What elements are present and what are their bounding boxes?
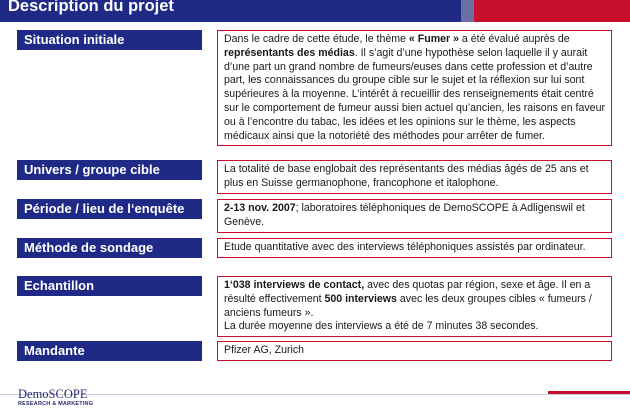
label-methode-sondage: Méthode de sondage: [17, 238, 202, 258]
content-text-segment: Etude quantitative avec des interviews téléphoniques assistés par ordinateur.: [224, 241, 586, 253]
content-text-segment: ; laboratoires téléphoniques de DemoSCOPE à Adligenswil et Genève.: [224, 202, 585, 228]
content-periode-lieu: [217, 199, 612, 233]
content-echantillon: [217, 276, 612, 337]
logo-name: DemoSCOPE: [18, 387, 88, 401]
content-text-segment: . Il s’agit d’une hypothèse selon laquelle il y aurait d’une part un grand nombre de fumeurs/euses dans cette profession et d’autre part, les connaissances du groupe cible sur le sujet et la réflexion sur lui sont supérieures à la moyenne. L’intérêt à recueillir des renseignements était centré sur le comportement de fumeur aussi bien actuel qu’ancien, les raisons en faveur ou à l’encontre du tabac, les idées et les opinions sur le thème, les aspects médicaux ainsi que la notoriété des méthodes pour arrêter de fumer.: [224, 46, 605, 142]
label-mandante: Mandante: [17, 341, 202, 361]
content-text-segment: La durée moyenne des interviews a été de 7 minutes 38 secondes.: [224, 320, 539, 333]
header-accent-bar: [474, 0, 630, 22]
demoscope-logo: [18, 388, 93, 408]
page-title: Description du projet: [8, 0, 174, 15]
content-text-segment: 2-13 nov. 2007: [224, 202, 296, 214]
label-periode-lieu: Période / lieu de l‘enquête: [17, 199, 202, 219]
footer-rule: [0, 394, 630, 395]
content-text-segment: avec des quotas par région, sexe et âge. Il en a résulté effectivement: [224, 279, 591, 305]
header-bar: [0, 0, 630, 22]
content-text-segment: « Fumer »: [408, 33, 459, 45]
content-text-segment: La totalité de base englobait des représentants des médias âgés de 25 ans et plus en Suisse germanophone, francophone et italophone.: [224, 163, 589, 189]
content-text-segment: 500 interviews: [324, 292, 397, 305]
label-univers-groupe-cible: Univers / groupe cible: [17, 160, 202, 180]
label-situation-initiale: Situation initiale: [17, 30, 202, 50]
content-methode-sondage: [217, 238, 612, 258]
content-mandante: [217, 341, 612, 361]
header-divider: [461, 0, 474, 22]
content-text-segment: 1‘038 interviews de contact,: [224, 279, 365, 291]
footer-accent: [548, 391, 630, 394]
content-text-segment: représentants des médias: [224, 46, 355, 59]
logo-tagline: RESEARCH & MARKETING: [18, 401, 94, 407]
label-echantillon: Echantillon: [17, 276, 202, 296]
content-text-segment: a été évalué auprès de: [458, 33, 570, 45]
content-text-segment: avec les deux groupes cibles « fumeurs / anciens fumeurs ».: [224, 292, 592, 319]
content-situation-initiale: [217, 30, 612, 146]
content-text-segment: Dans le cadre de cette étude, le thème: [224, 33, 409, 45]
content-univers-groupe-cible: [217, 160, 612, 194]
content-text-segment: Pfizer AG, Zurich: [224, 344, 305, 356]
